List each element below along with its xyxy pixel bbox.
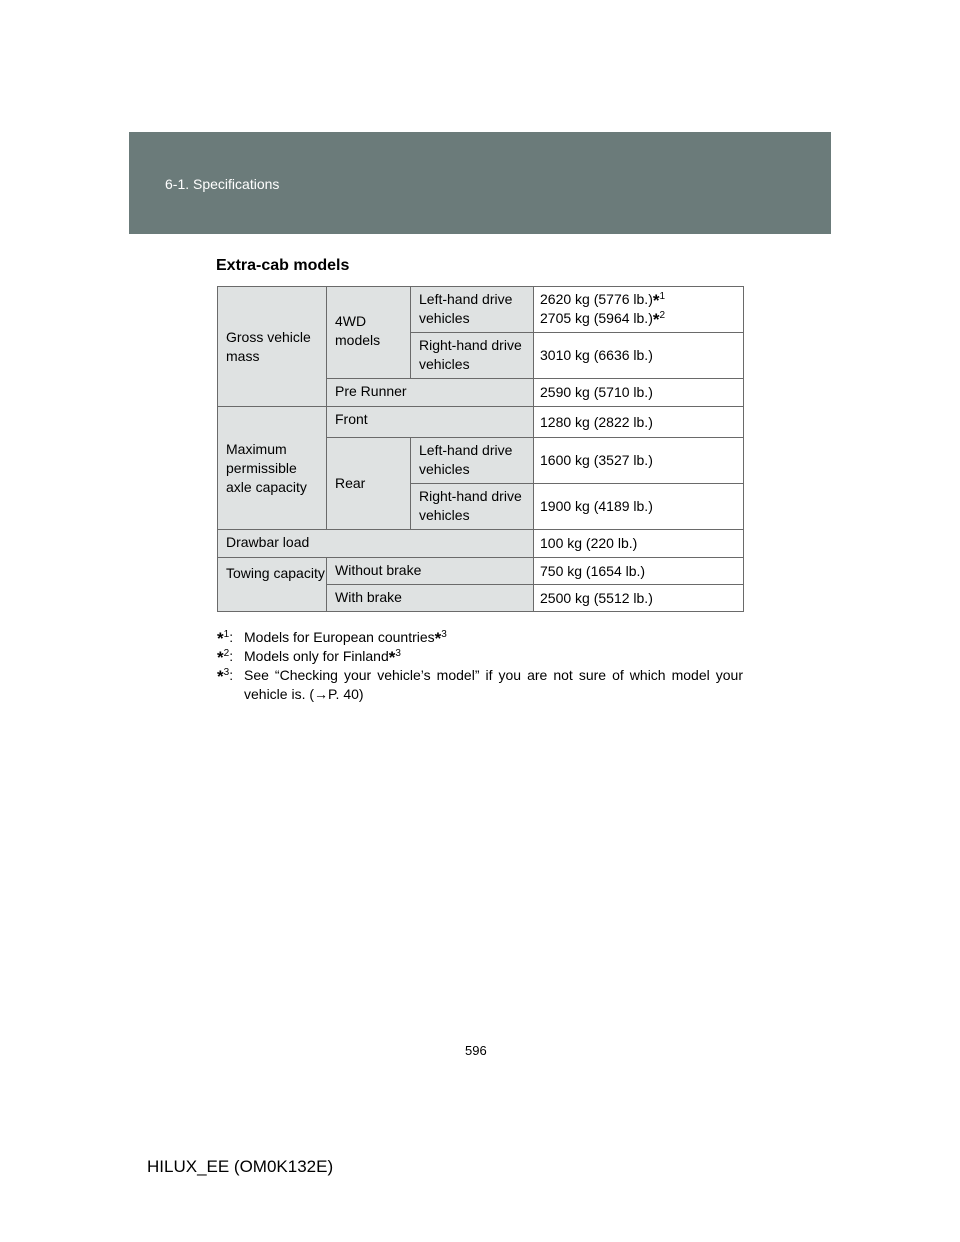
section-header-band <box>129 132 831 234</box>
rear-rhd-value: 1900 kg (4189 lb.) <box>534 484 744 530</box>
rear-rhd-label: Right-hand drive vehicles <box>411 484 534 530</box>
specifications-table <box>217 286 744 612</box>
asterisk-mark: * <box>652 310 660 329</box>
footnotes <box>217 628 743 704</box>
rhd-label: Right-hand drive vehicles <box>411 333 534 379</box>
drawbar-value: 100 kg (220 lb.) <box>534 530 744 558</box>
table-row <box>218 530 744 558</box>
rear-label: Rear <box>327 438 411 530</box>
footnote-text: Models only for Finland*$^3$ <box>244 648 401 667</box>
prerunner-value: 2590 kg (5710 lb.) <box>534 379 744 407</box>
with-brake-label: With brake <box>327 585 534 612</box>
rhd-value: 3010 kg (6636 lb.) <box>534 333 744 379</box>
footnote-text: Models for European countries*$^3$ <box>244 629 447 648</box>
lhd-label: Left-hand drive vehicles <box>411 287 534 333</box>
front-value: 1280 kg (2822 lb.) <box>534 407 744 438</box>
footnote-marker: *$^3$: <box>217 667 234 686</box>
document-code: HILUX_EE (OM0K132E) <box>147 1157 334 1176</box>
front-label: Front <box>327 407 534 438</box>
drawbar-label: Drawbar load <box>218 530 534 558</box>
footnote-text: See “Checking your vehicle’s model” if you are not sure of which model your vehicle is. (→P. 40) <box>244 667 743 702</box>
lhd-value-2: 2705 kg (5964 lb.) <box>540 310 653 326</box>
without-brake-value: 750 kg (1654 lb.) <box>534 558 744 585</box>
section-label: 6-1. Specifications <box>165 176 280 192</box>
4wd-models-label: 4WD models <box>327 287 411 379</box>
page-number: 596 <box>465 1043 487 1058</box>
table-row <box>218 287 744 333</box>
footnote-marker: *$^2$: <box>217 648 234 667</box>
footnote <box>217 666 743 704</box>
with-brake-value: 2500 kg (5512 lb.) <box>534 585 744 612</box>
asterisk-mark: * <box>652 291 660 310</box>
footnote-ref: 2 <box>659 310 666 321</box>
towing-capacity-label: Towing capacity <box>218 558 327 612</box>
gross-vehicle-mass-label: Gross vehicle mass <box>218 287 327 407</box>
footnote-marker: *$^1$: <box>217 629 234 648</box>
footnote <box>217 647 743 666</box>
axle-capacity-label: Maximum permissible axle capacity <box>218 407 327 530</box>
table-row <box>218 407 744 438</box>
prerunner-label: Pre Runner <box>327 379 534 407</box>
footnote <box>217 628 743 647</box>
lhd-value-cell <box>534 287 744 333</box>
table-heading: Extra-cab models <box>216 257 350 274</box>
lhd-value-1: 2620 kg (5776 lb.) <box>540 291 653 307</box>
without-brake-label: Without brake <box>327 558 534 585</box>
lhd-value-line-2 <box>540 309 743 328</box>
rear-lhd-label: Left-hand drive vehicles <box>411 438 534 484</box>
lhd-value-line-1 <box>540 290 743 309</box>
table-row <box>218 558 744 585</box>
rear-lhd-value: 1600 kg (3527 lb.) <box>534 438 744 484</box>
footnote-ref: 1 <box>659 291 666 302</box>
